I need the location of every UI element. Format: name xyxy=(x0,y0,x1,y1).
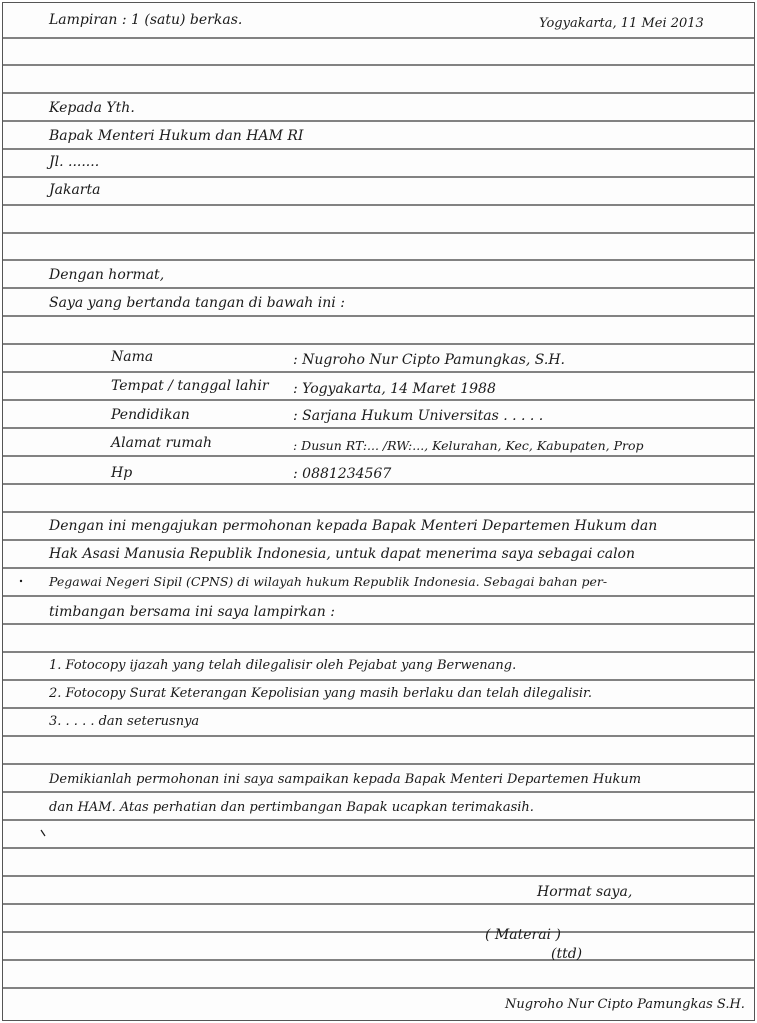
identity-label: Tempat / tanggal lahir xyxy=(111,378,269,394)
recipient-line-4: Jakarta xyxy=(49,182,101,198)
attachment-line: Lampiran : 1 (satu) berkas. xyxy=(49,12,243,28)
closing-line-1: Demikianlah permohonan ini saya sampaikan kepada Bapak Menteri Departemen Hukum xyxy=(49,772,642,787)
identity-label: Nama xyxy=(111,349,154,365)
identity-value: : 0881234567 xyxy=(293,466,392,482)
body-line-1: Dengan ini mengajukan permohonan kepada Bapak Menteri Departemen Hukum dan xyxy=(49,518,658,534)
stamp-placeholder: ( Materai ) xyxy=(485,927,561,943)
signer-name: Nugroho Nur Cipto Pamungkas S.H. xyxy=(505,997,745,1012)
letter-page xyxy=(2,2,755,1021)
recipient-line-2: Bapak Menteri Hukum dan HAM RI xyxy=(49,128,304,144)
recipient-line-3: Jl. ....... xyxy=(49,154,100,170)
identity-label: Alamat rumah xyxy=(111,435,212,451)
identity-value: : Dusun RT:... /RW:..., Kelurahan, Kec, Kabupaten, Prop xyxy=(293,438,644,453)
identity-label: Hp xyxy=(111,465,133,481)
regards: Hormat saya, xyxy=(537,884,633,900)
identity-value: : Yogyakarta, 14 Maret 1988 xyxy=(293,381,496,397)
intro-line: Saya yang bertanda tangan di bawah ini : xyxy=(49,295,345,311)
identity-value: : Nugroho Nur Cipto Pamungkas, S.H. xyxy=(293,352,566,368)
place-date: Yogyakarta, 11 Mei 2013 xyxy=(539,16,704,31)
identity-label: Pendidikan xyxy=(111,407,190,423)
body-line-2: Hak Asasi Manusia Republik Indonesia, untuk dapat menerima saya sebagai calon xyxy=(49,546,635,562)
body-line-3: Pegawai Negeri Sipil (CPNS) di wilayah hukum Republik Indonesia. Sebagai bahan per- xyxy=(49,574,608,589)
attachment-item-2: 2. Fotocopy Surat Keterangan Kepolisian yang masih berlaku dan telah dilegalisir. xyxy=(49,686,592,701)
identity-value: : Sarjana Hukum Universitas . . . . . xyxy=(293,408,544,424)
recipient-line-1: Kepada Yth. xyxy=(49,100,135,116)
attachment-item-3: 3. . . . . dan seterusnya xyxy=(49,714,200,729)
signed-mark: (ttd) xyxy=(551,946,583,962)
body-line-4: timbangan bersama ini saya lampirkan : xyxy=(49,604,335,620)
salutation: Dengan hormat, xyxy=(49,267,165,283)
closing-line-2: dan HAM. Atas perhatian dan pertimbangan Bapak ucapkan terimakasih. xyxy=(49,800,534,815)
ruled-lines xyxy=(3,3,754,1020)
attachment-item-1: 1. Fotocopy ijazah yang telah dilegalisir oleh Pejabat yang Berwenang. xyxy=(49,658,517,673)
